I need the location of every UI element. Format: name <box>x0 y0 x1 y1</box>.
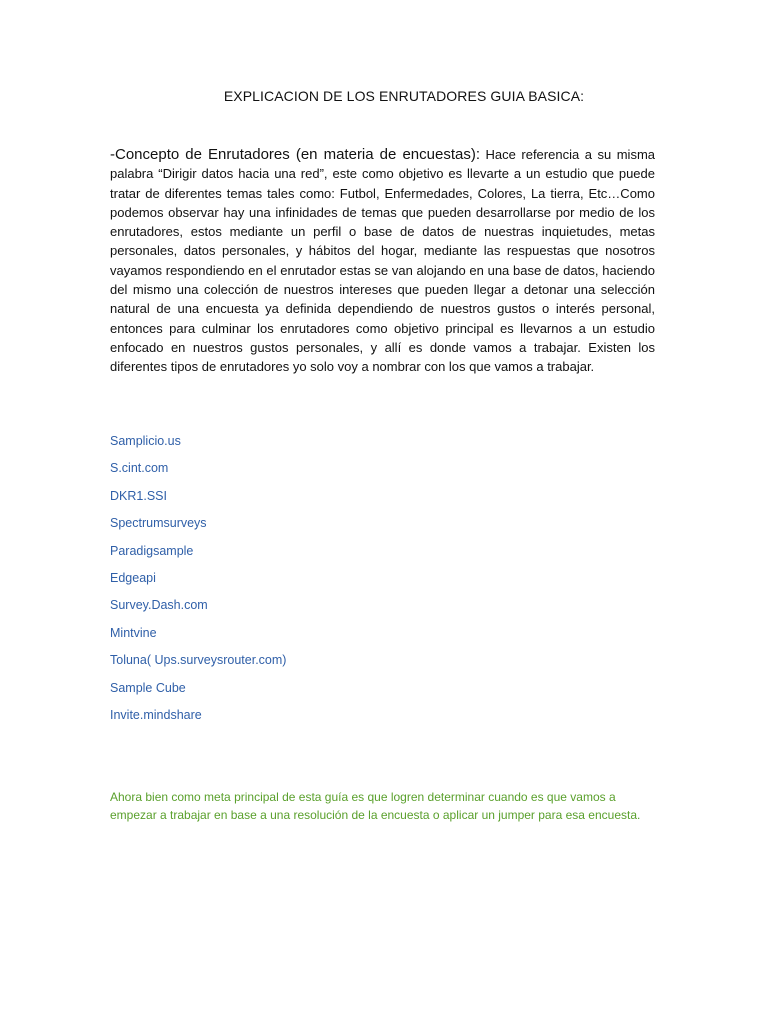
router-item: Survey.Dash.com <box>110 598 208 613</box>
router-item: Invite.mindshare <box>110 707 202 722</box>
router-item: Samplicio.us <box>110 434 181 448</box>
router-item: Mintvine <box>110 625 157 640</box>
router-item: Paradigsample <box>110 543 194 558</box>
router-item: DKR1.SSI <box>110 488 167 503</box>
router-item: Sample Cube <box>110 680 186 695</box>
document-title: EXPLICACION DE LOS ENRUTADORES GUIA BASICA: <box>223 88 585 104</box>
router-item: Spectrumsurveys <box>110 516 207 531</box>
intro-lead: -Concepto de Enrutadores (en materia de encuestas): <box>110 146 480 163</box>
router-item: Edgeapi <box>110 570 156 585</box>
closing-paragraph: Ahora bien como meta principal de esta guía es que logren determinar cuando es que vamos a empezar a trabajar en base a una resolución de la encuesta o aplicar un jumper para esa encuesta. <box>110 790 641 822</box>
intro-paragraph <box>110 145 655 377</box>
router-list <box>110 432 286 733</box>
router-item: S.cint.com <box>110 461 169 476</box>
router-item: Toluna( Ups.surveysrouter.com) <box>110 653 287 668</box>
intro-body: Hace referencia a su misma palabra “Dirigir datos hacia una red”, este como objetivo es llevarte a un estudio que puede tratar de diferentes temas tales como: Futbol, Enfermedades, Colores, La tierra, Etc…Como podemos observar hay una infinidades de temas que pueden desarrollarse por medio de los enrutadores, estos mediante un perfil o base de datos de nuestras inquietudes, metas personales, datos personales, y hábitos del hogar, mediante las respuestas que nosotros vayamos respondiendo en el enrutador estas se van alojando en una base de datos, haciendo del mismo una colección de nuestros intereses que pueden llegar a detonar una selección natural de una encuesta ya definida dependiendo de nuestros gustos o interés personal, entonces para culminar los enrutadores como objetivo principal es llevarnos a un estudio enfocado en nuestros gustos personales, y allí es donde vamos a trabajar. Existen los diferentes tipos de enrutadores yo solo voy a nombrar con los que vamos a trabajar. <box>110 147 655 375</box>
